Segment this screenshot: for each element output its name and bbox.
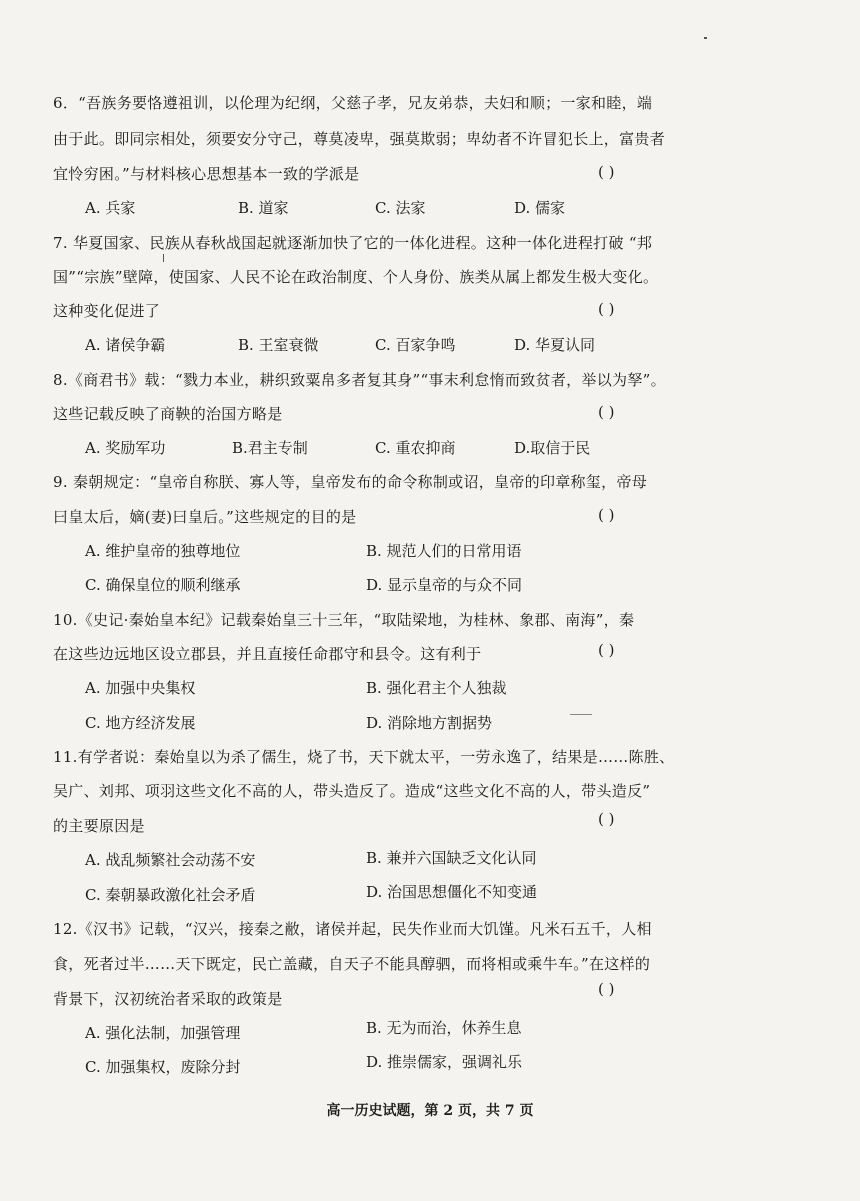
q10-option-a: A. 加强中央集权 (85, 679, 196, 697)
q8-option-d: D.取信于民 (514, 439, 591, 457)
scan-speck (704, 37, 707, 39)
q11-option-d: D. 治国思想僵化不知变通 (366, 883, 538, 901)
q8-line-1: 8.《商君书》载：“戮力本业，耕织致粟帛多者复其身”“事末利怠惰而致贫者，举以为孥”。 (53, 371, 666, 389)
q6-line-2: 由于此。即同宗相处，须要安分守己，尊莫凌卑，强莫欺弱；卑幼者不许冒犯长上，富贵者 (53, 130, 666, 148)
q12-option-c: C. 加强集权，废除分封 (85, 1058, 241, 1076)
q12-option-d: D. 推崇儒家，强调礼乐 (366, 1053, 523, 1071)
q9-answer-bracket: ( ) (598, 506, 615, 524)
q6-option-a: A. 兵家 (85, 199, 136, 217)
q6-line-1: 6．“吾族务要恪遵祖训，以伦理为纪纲，父慈子孝，兄友弟恭，夫妇和顺；一家和睦，端 (53, 94, 653, 112)
q10-line-2: 在这些边远地区设立郡县，并且直接任命郡守和县令。这有利于 (53, 645, 482, 663)
q11-option-c: C. 秦朝暴政激化社会矛盾 (85, 886, 256, 904)
q7-answer-bracket: ( ) (598, 300, 615, 318)
q6-answer-bracket: ( ) (598, 163, 615, 181)
q12-option-a: A. 强化法制，加强管理 (85, 1024, 241, 1042)
q8-option-b: B.君主专制 (232, 439, 308, 457)
q9-line-2: 曰皇太后，嫡(妻)曰皇后。”这些规定的目的是 (53, 508, 357, 526)
q9-line-1: 9. 秦朝规定：“皇帝自称朕、寡人等，皇帝发布的命令称制或诏，皇帝的印章称玺，帝母 (53, 473, 648, 491)
q11-line-1: 11.有学者说：秦始皇以为杀了儒生，烧了书，天下就太平，一劳永逸了，结果是……陈胜、 (53, 748, 675, 766)
q10-option-d: D. 消除地方割据势 (366, 714, 493, 732)
q11-option-a: A. 战乱频繁社会动荡不安 (85, 851, 256, 869)
q12-option-b: B. 无为而治，休养生息 (366, 1019, 522, 1037)
q12-line-2: 食，死者过半……天下既定，民亡盖藏，自天子不能具醇驷，而将相或乘牛车。”在这样的 (53, 955, 651, 973)
q7-line-2: 国”“宗族”壁障，使国家、人民不论在政治制度、个人身份、族类从属上都发生极大变化。 (53, 268, 659, 286)
q9-option-b: B. 规范人们的日常用语 (366, 542, 522, 560)
scan-speck (570, 714, 592, 715)
q12-line-3: 背景下，汉初统治者采取的政策是 (53, 990, 283, 1008)
q12-answer-bracket: ( ) (598, 980, 615, 998)
q9-option-d: D. 显示皇帝的与众不同 (366, 576, 523, 594)
q7-line-1: 7. 华夏国家、民族从春秋战国起就逐渐加快了它的一体化进程。这种一体化进程打破 “邦 (53, 234, 653, 252)
q10-line-1: 10.《史记·秦始皇本纪》记载秦始皇三十三年，“取陆梁地，为桂林、象郡、南海”，秦 (53, 611, 635, 629)
q10-answer-bracket: ( ) (598, 641, 615, 659)
q7-option-c: C. 百家争鸣 (375, 336, 456, 354)
q7-option-a: A. 诸侯争霸 (85, 336, 166, 354)
q11-line-2: 吴广、刘邦、项羽这些文化不高的人，带头造反了。造成“这些文化不高的人，带头造反” (53, 782, 651, 800)
q10-option-c: C. 地方经济发展 (85, 714, 196, 732)
q8-option-a: A. 奖励军功 (85, 439, 166, 457)
q7-option-d: D. 华夏认同 (514, 336, 596, 354)
q11-answer-bracket: ( ) (598, 810, 615, 828)
q7-option-b: B. 王室衰微 (238, 336, 319, 354)
q11-line-3: 的主要原因是 (53, 817, 145, 835)
q12-line-1: 12.《汉书》记载，“汉兴，接秦之敝，诸侯并起，民失作业而大饥馑。凡米石五千，人相 (53, 920, 652, 938)
page-footer: 高一历史试题，第 2 页，共 7 页 (326, 1103, 534, 1119)
q10-option-b: B. 强化君主个人独裁 (366, 679, 507, 697)
q6-option-d: D. 儒家 (514, 199, 566, 217)
q6-option-c: C. 法家 (375, 199, 426, 217)
q6-option-b: B. 道家 (238, 199, 289, 217)
q8-line-2: 这些记载反映了商鞅的治国方略是 (53, 405, 283, 423)
q11-option-b: B. 兼并六国缺乏文化认同 (366, 849, 537, 867)
q7-line-3: 这种变化促进了 (53, 302, 161, 320)
q9-option-c: C. 确保皇位的顺利继承 (85, 576, 241, 594)
q8-answer-bracket: ( ) (598, 403, 615, 421)
q8-option-c: C. 重农抑商 (375, 439, 456, 457)
q9-option-a: A. 维护皇帝的独尊地位 (85, 542, 241, 560)
q6-line-3: 宜怜穷困。”与材料核心思想基本一致的学派是 (53, 165, 360, 183)
scan-speck (163, 254, 164, 262)
